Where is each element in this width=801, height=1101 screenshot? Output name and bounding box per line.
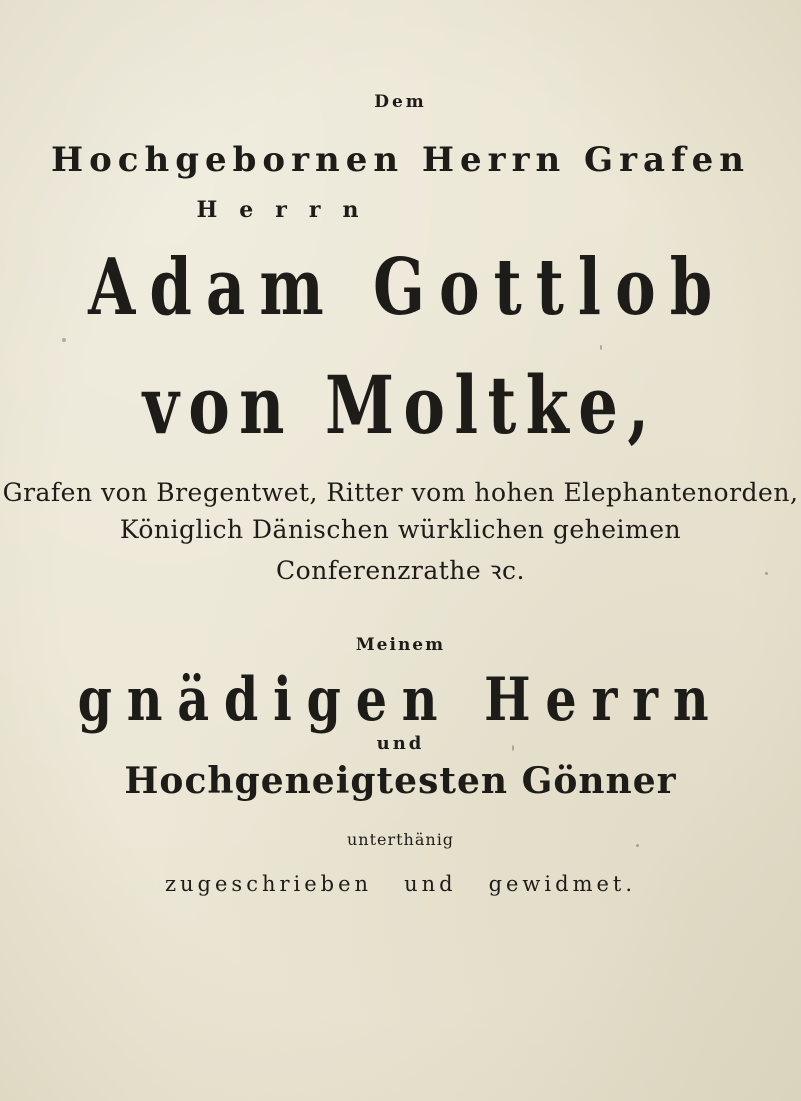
dedicatee-first-name: Adam Gottlob: [88, 242, 727, 333]
dedication-und-2: und: [404, 872, 457, 896]
dedication-honorific-title: Hochgebornen Herrn Grafen: [51, 140, 750, 180]
dedication-unterthaenig: unterthänig: [346, 830, 455, 849]
paper-speck: [62, 338, 66, 342]
dedication-herrn: Herrn: [196, 197, 381, 223]
paper-speck: [512, 745, 514, 751]
dedication-goenner: Hochgeneigtesten Gönner: [124, 760, 677, 802]
paper-speck: [636, 844, 639, 847]
paper-speck: [600, 345, 602, 350]
paper-speck: [765, 572, 768, 575]
dedicatee-titles-line-1: Grafen von Bregentwet, Ritter vom hohen Elephantenorden,: [2, 478, 799, 507]
dedicatee-surname: von Moltke,: [142, 358, 659, 452]
dedication-dem: Dem: [374, 92, 427, 112]
dedication-gnaedigen-herrn: gnädigen Herrn: [77, 665, 724, 735]
dedication-closing-line: [0, 872, 801, 896]
dedicatee-titles-line-3: Conferenzrathe ꝛc.: [276, 556, 525, 585]
dedication-meinem: Meinem: [355, 635, 446, 655]
dedication-und: und: [376, 733, 425, 754]
dedicatee-titles-line-2: Königlich Dänischen würklichen geheimen: [119, 515, 682, 544]
dedication-gewidmet: gewidmet.: [488, 872, 637, 896]
dedication-zugeschrieben: zugeschrieben: [164, 872, 373, 896]
